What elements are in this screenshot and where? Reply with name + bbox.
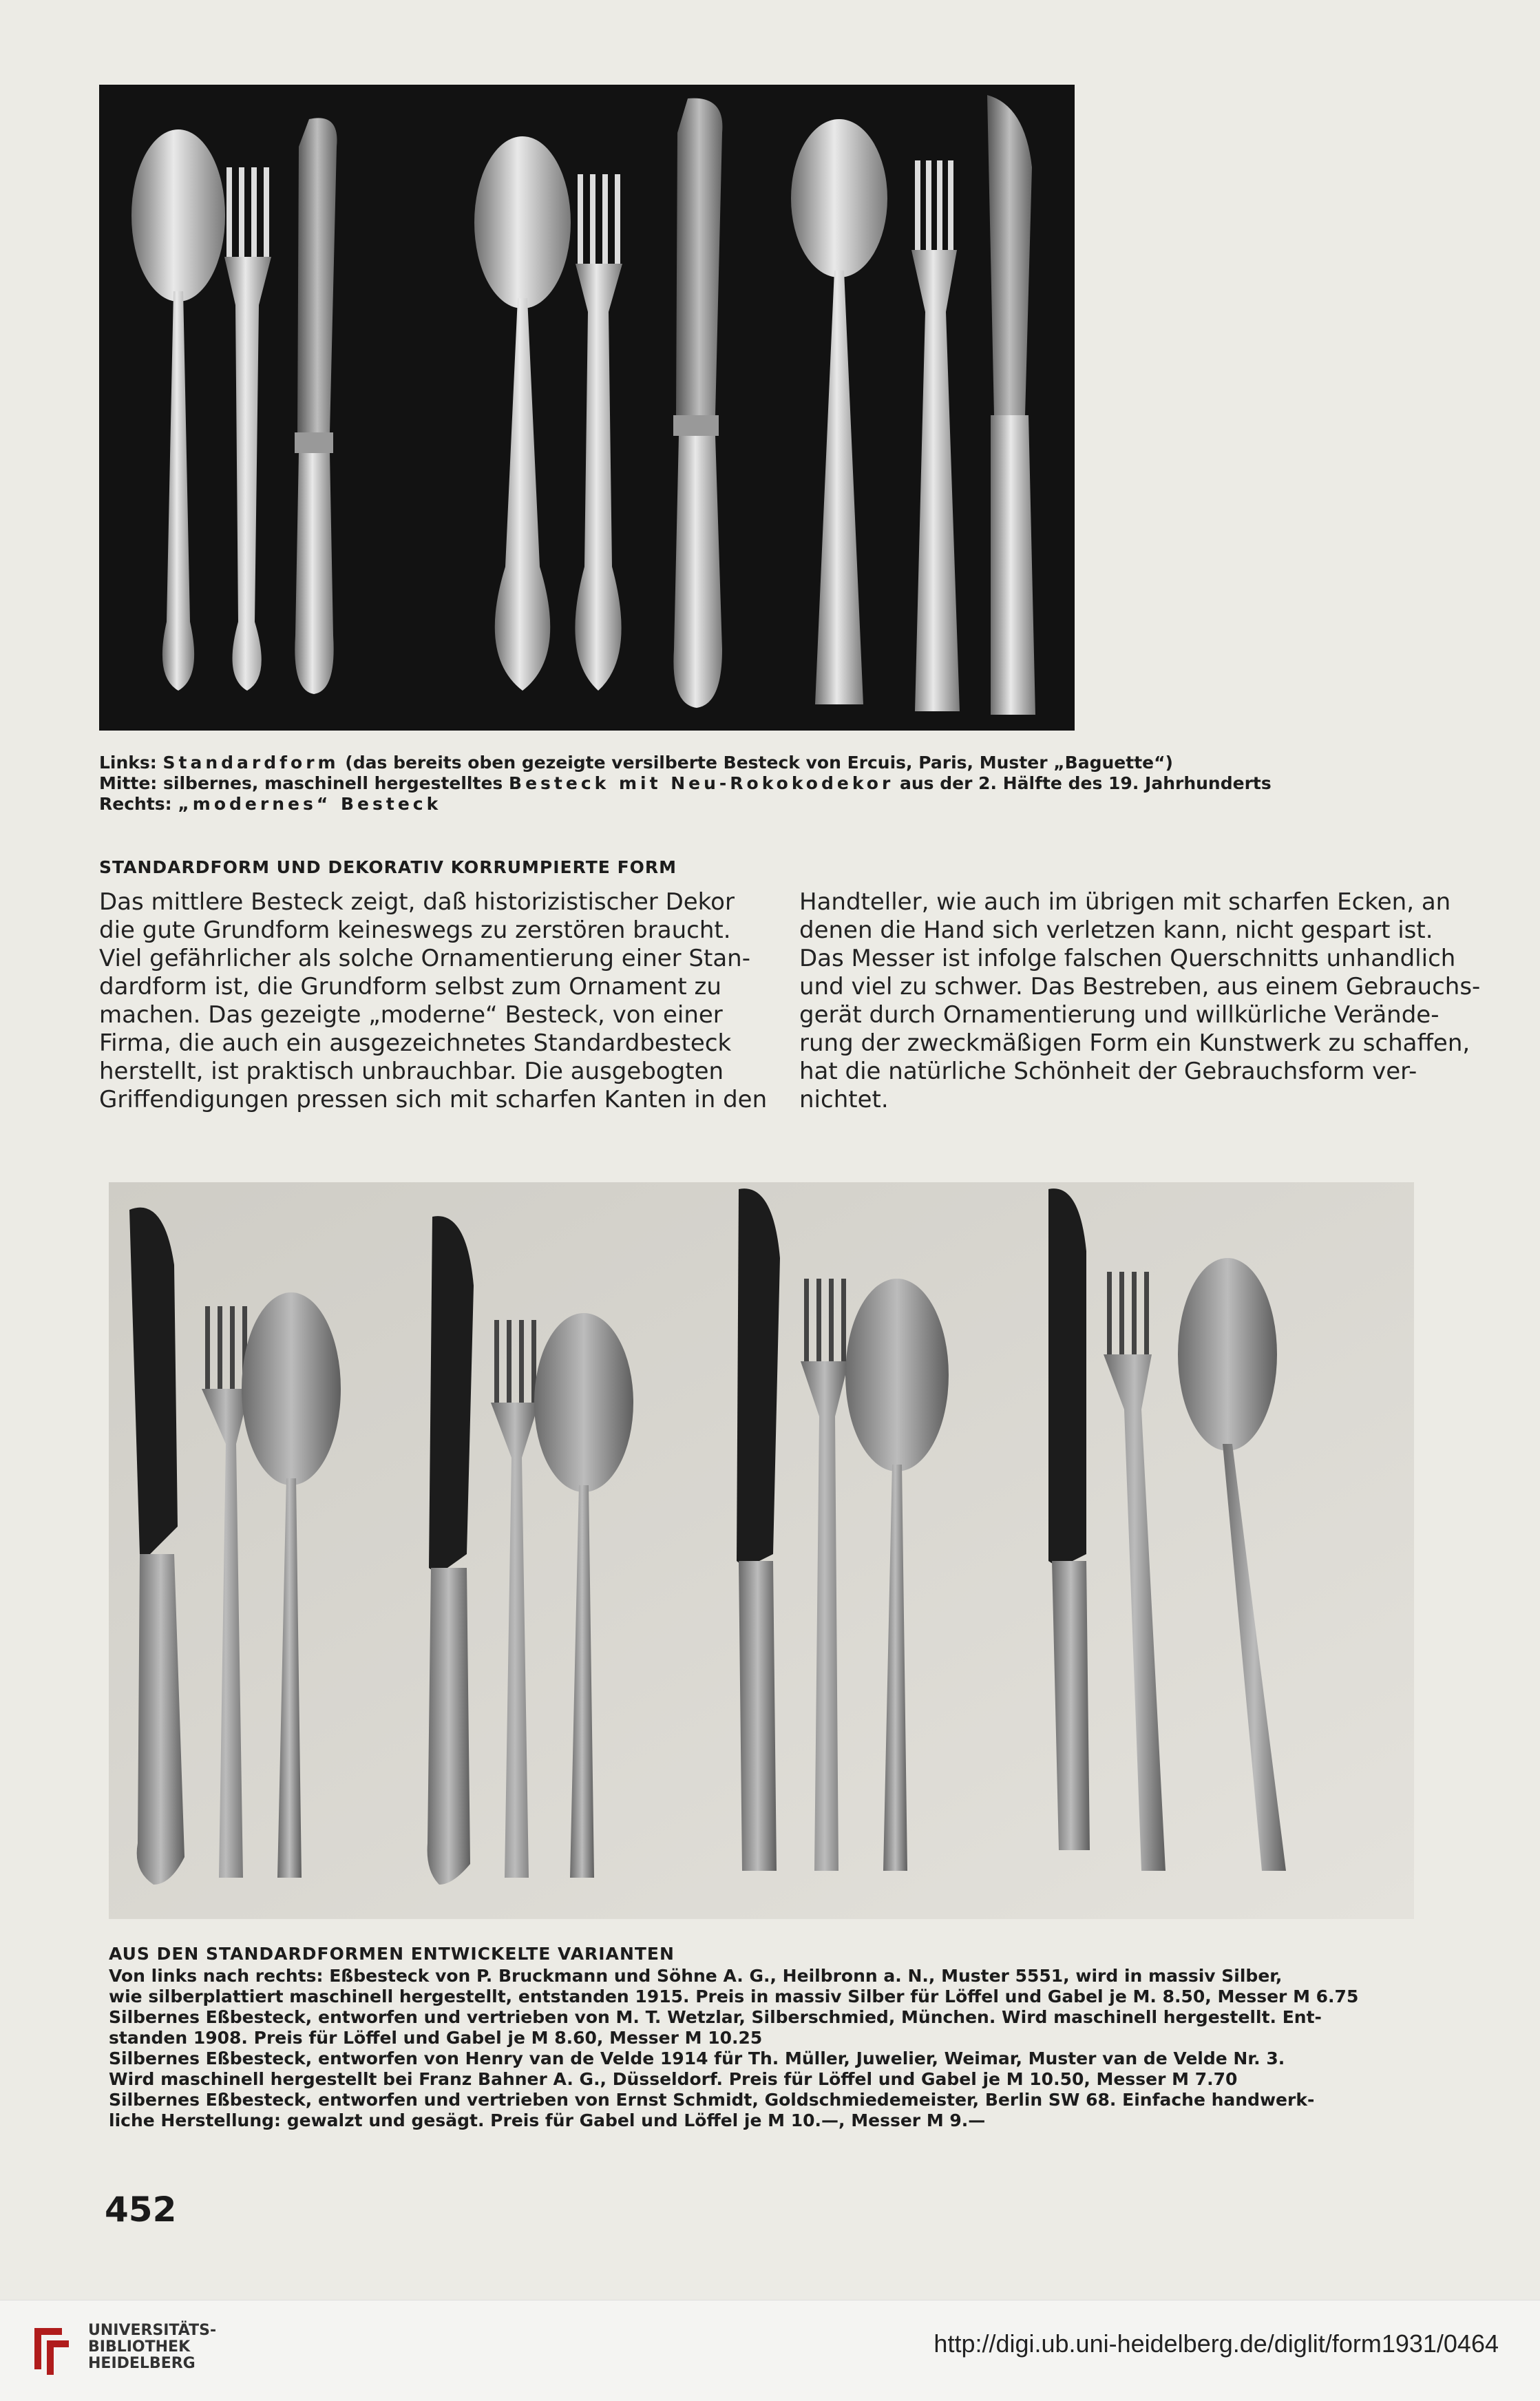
fork-middle <box>575 174 622 691</box>
photo-cutlery-comparison <box>99 85 1075 731</box>
page-number: 452 <box>105 2190 177 2230</box>
library-name: UNIVERSITÄTS- BIBLIOTHEK HEIDELBERG <box>88 2322 217 2372</box>
caption-bottom: Von links nach rechts: Eßbesteck von P. Bruckmann und Söhne A. G., Heilbronn a. N., Muster 5551, wird in massiv Silber, wie silberplattiert maschinell hergestellt, entstanden 1915. Preis in massiv Silber für Löffel und Gabel je M. 8.50, Messer M 6.75 Silbernes Eßbesteck, entworfen und vertrieben von M. T. Wetzlar, Silberschmied, München. Wird maschinell hergestellt. Ent- standen 1908. Preis für Löffel und Gabel je M 8.60, Messer M 10.25 Silbernes Eßbesteck, entworfen von Henry van de Velde 1914 für Th. Müller, Juwelier, Weimar, Muster van de Velde Nr. 3. Wird maschinell hergestellt bei Franz Bahner A. G., Düsseldorf. Preis für Löffel und Gabel je M 10.50, Messer M 7.70 Silbernes Eßbesteck, entworfen und vertrieben von Ernst Schmidt, Goldschmiedemeister, Berlin SW 68. Einfache handwerk- liche Herstellung: gewalzt und gesägt. Preis für Gabel und Löffel je M 10.—, Messer M 9.— <box>109 1966 1359 2130</box>
caption-top: Links: Standardform (das bereits oben gezeigte versilberte Besteck von Ercuis, Paris, Muster „Baguette“) Mitte: silbernes, maschinell hergestelltes Besteck mit Neu-Rokokodekor aus der 2. Hälfte des 19. Jahrhunderts Rechts: „modernes“ Besteck <box>99 753 1272 814</box>
knife-middle <box>673 98 722 708</box>
spoon-middle <box>474 136 571 691</box>
source-url-link[interactable]: http://digi.ub.uni-heidelberg.de/diglit/form1931/0464 <box>934 2329 1499 2358</box>
fork-left <box>224 167 271 691</box>
spoon-right <box>791 119 887 704</box>
section-heading-2: AUS DEN STANDARDFORMEN ENTWICKELTE VARIANTEN <box>109 1944 675 1964</box>
body-text-right: Handteller, wie auch im übrigen mit scharfen Ecken, an denen die Hand sich verletzen kann, nicht gespart ist. Das Messer ist infolge falschen Querschnitts unhandlich und viel zu schwer. Das Bestreben, aus einem Gebrauchs- gerät durch Ornamentierung und willkürliche Verände- rung der zweckmäßigen Form ein Kunstwerk zu schaffen, hat die natürliche Schönheit der Gebrauchsform ver- nichtet. <box>799 888 1481 1113</box>
footer-bar <box>0 2300 1540 2401</box>
body-text-left: Das mittlere Besteck zeigt, daß historizistischer Dekor die gute Grundform keineswegs zu zerstören braucht. Viel gefährlicher als solche Ornamentierung einer Stan- dardform ist, die Grundform selbst zum Ornament zu machen. Das gezeigte „moderne“ Besteck, von einer Firma, die auch ein ausgezeichnetes Standardbesteck herstellt, ist praktisch unbrauchbar. Die ausgebogten Griffendigungen pressen sich mit scharfen Kanten in den <box>99 888 768 1113</box>
knife-right <box>987 95 1035 715</box>
library-logo-icon <box>28 2321 76 2376</box>
knife-left <box>295 118 337 694</box>
spoon-left <box>131 129 225 691</box>
photo-cutlery-variants <box>109 1182 1414 1919</box>
fork-right <box>911 160 960 711</box>
section-heading-1: STANDARDFORM UND DEKORATIV KORRUMPIERTE FORM <box>99 857 677 877</box>
